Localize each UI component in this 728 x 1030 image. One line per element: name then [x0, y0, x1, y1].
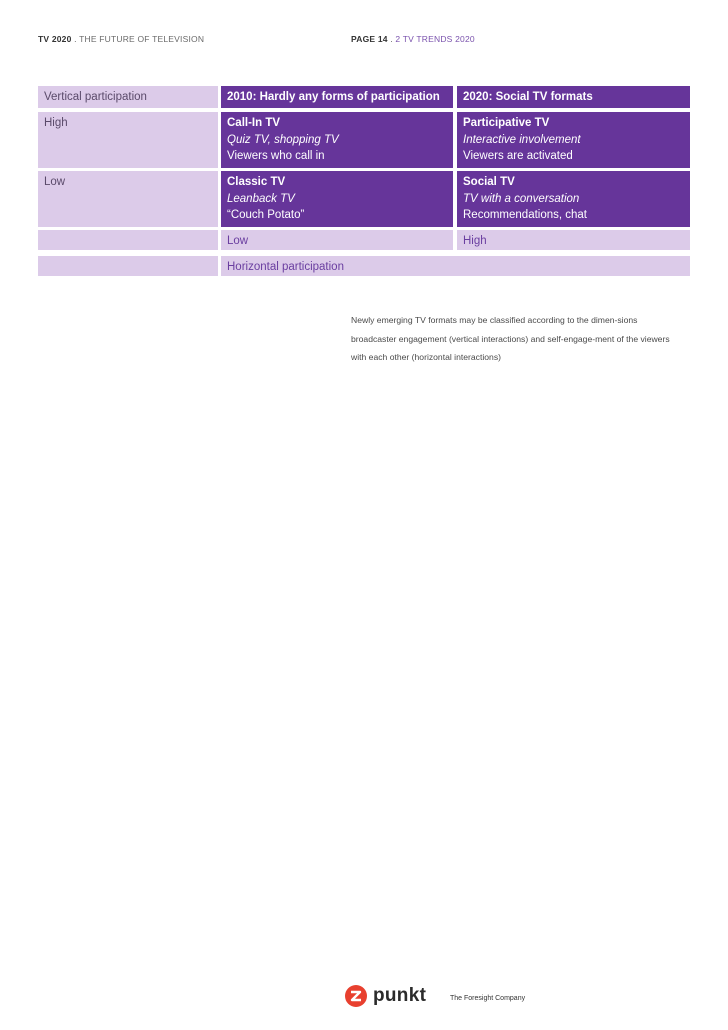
row-label-high: [38, 112, 218, 168]
cell-subtitle: Interactive involvement: [463, 133, 581, 146]
cell-description: Viewers who call in: [227, 150, 325, 162]
row-high-label: High: [44, 117, 68, 129]
section-title: 2 TV TRENDS 2020: [395, 34, 475, 44]
header-separator: .: [74, 34, 77, 44]
cell-participative-tv: [457, 112, 690, 168]
row-label-low: [38, 171, 218, 227]
figure-caption: Newly emerging TV formats may be classified according to the dimen-sions broadcaster engagement (vertical interactions) and self-engage-ment of the viewers with each other (horizontal interactions): [351, 315, 670, 363]
doc-subtitle: THE FUTURE OF TELEVISION: [79, 34, 205, 44]
cell-classic-tv: [221, 171, 453, 227]
column-header-2020: [457, 86, 690, 108]
logo-wordmark: punkt: [373, 985, 427, 1006]
header-separator: .: [390, 34, 393, 44]
row-low-label: Low: [44, 176, 66, 188]
col-2010-label: 2010: Hardly any forms of participation: [227, 91, 440, 103]
cell-title: Participative TV: [463, 117, 550, 129]
cell-subtitle: TV with a conversation: [463, 192, 580, 205]
page-number: PAGE 14: [351, 34, 388, 44]
cell-title: Classic TV: [227, 176, 286, 188]
table-corner-vertical-participation: [38, 86, 218, 108]
horizontal-participation-label: [221, 256, 690, 276]
axis-label-text: Horizontal participation: [227, 261, 344, 273]
doc-title: TV 2020: [38, 34, 72, 44]
axis-low: [221, 230, 453, 250]
cell-title: Call-In TV: [227, 117, 281, 129]
axis-row-blank: [38, 230, 218, 250]
corner-label: Vertical participation: [44, 91, 147, 103]
cell-subtitle: Quiz TV, shopping TV: [227, 133, 339, 146]
cell-description: “Couch Potato”: [227, 209, 305, 221]
cell-social-tv: [457, 171, 690, 227]
cell-description: Recommendations, chat: [463, 209, 588, 221]
z-logo-icon: [345, 985, 367, 1007]
cell-subtitle: Leanback TV: [227, 192, 295, 205]
col-2020-label: 2020: Social TV formats: [463, 91, 593, 103]
cell-call-in-tv: [221, 112, 453, 168]
axis-high-label: High: [463, 235, 487, 247]
cell-title: Social TV: [463, 176, 515, 188]
cell-description: Viewers are activated: [463, 150, 573, 162]
axis-label-blank: [38, 256, 218, 276]
z-punkt-logo: [345, 985, 426, 1007]
running-header-right: [351, 34, 475, 44]
axis-low-label: Low: [227, 235, 249, 247]
column-header-2010: [221, 86, 453, 108]
company-tagline: The Foresight Company: [450, 995, 526, 1002]
running-header-left: [38, 34, 204, 44]
axis-high: [457, 230, 690, 250]
